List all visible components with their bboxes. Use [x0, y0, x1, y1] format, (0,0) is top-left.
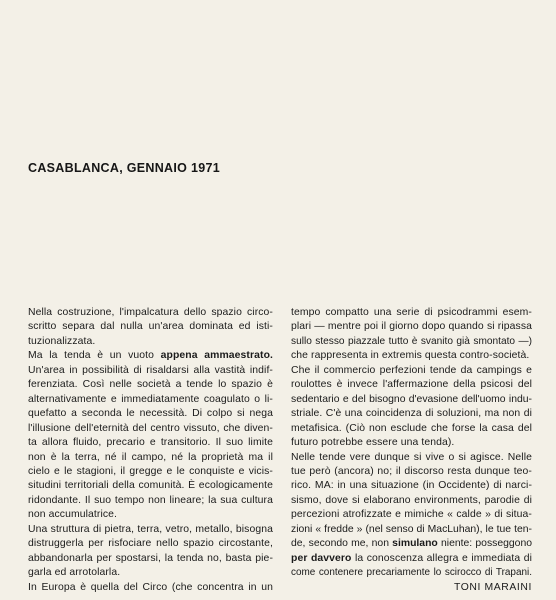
text-line — [28, 320, 273, 334]
text-segment: alternativamente e immediatamente coagulato o li- — [28, 393, 273, 405]
text-segment: non accumulatrice. — [28, 509, 118, 521]
text-line — [291, 378, 532, 392]
text-segment: distruggerla per risfociare nello spazio circostante, — [28, 538, 273, 550]
text-line — [291, 465, 532, 479]
text-segment: garla ed arrotolarla. — [28, 567, 121, 579]
text-segment: futuro potrebbe essere una tenda). — [291, 437, 455, 449]
text-segment: tuzionalizzata. — [28, 335, 96, 347]
text-line — [28, 566, 273, 580]
text-line — [291, 407, 532, 421]
bold-phrase: simulano — [392, 538, 438, 550]
text-segment: de, secondo me, non — [291, 538, 393, 550]
text-line — [291, 393, 532, 407]
text-line — [28, 364, 273, 378]
text-line — [28, 306, 273, 320]
text-line — [28, 494, 273, 508]
text-line — [28, 393, 273, 407]
text-line — [28, 508, 273, 522]
text-segment: cielo e le stagioni, il gregge e le conquiste e vicis- — [28, 465, 273, 477]
text-segment: l'illusione dell'eternità del centro vissuto, che diven- — [28, 422, 273, 434]
text-segment: non è la terra, né il campo, né la proprietà ma il — [28, 451, 273, 463]
text-segment: scritto separa dal nulla un'area dominata ed isti- — [28, 321, 273, 333]
text-line — [28, 523, 273, 537]
text-segment: Una struttura di pietra, terra, vetro, metallo, bisogna — [28, 523, 273, 535]
text-segment: zioni « fredde » (nel senso di MacLuhan), le tue ten- — [291, 523, 532, 535]
text-line — [291, 508, 532, 522]
text-segment: abbandonarla per spostarsi, la tenda no, basta pie- — [28, 552, 273, 564]
text-segment: metafisica. (Ciò non esclude che forse la casa del — [291, 422, 532, 434]
text-segment: rico. MA: in una situazione (in Occidente) di narci- — [291, 480, 532, 492]
text-segment: quefatto a seconda le necessità. Di colpo si nega — [28, 408, 273, 420]
text-line — [28, 349, 273, 363]
text-line — [291, 494, 532, 508]
author-signature: TONI MARAINI — [453, 581, 532, 593]
text-line — [291, 364, 532, 378]
text-line — [291, 335, 532, 349]
text-segment: Ma la tenda è un vuoto — [28, 350, 161, 362]
text-line — [28, 465, 273, 479]
text-line — [28, 407, 273, 421]
text-line — [28, 479, 273, 493]
text-line — [291, 451, 532, 465]
text-segment: tempo compatto una serie di psicodrammi esem- — [291, 307, 532, 318]
text-line — [28, 552, 273, 566]
text-line — [28, 422, 273, 436]
text-line — [291, 552, 532, 566]
text-line — [28, 335, 273, 349]
text-segment: roulottes è invece l'affermazione della psicosi del — [291, 379, 532, 391]
page-heading: CASABLANCA, GENNAIO 1971 — [28, 161, 220, 175]
text-segment: la conoscenza allegra e immediata di — [351, 552, 532, 564]
text-segment: ta allora fluido, precario e transitorio. Il suo limite — [28, 437, 273, 449]
text-segment: sedentario e del bisogno d'evasione dell'uomo indu- — [291, 393, 532, 405]
text-line — [28, 581, 273, 595]
text-segment: plari — mentre poi il giorno dopo quando si ripassa — [291, 321, 532, 333]
bold-phrase: appena ammaestrato. — [160, 350, 273, 362]
text-segment: percezioni atrofizzate e mimiche « calde » di situa- — [291, 509, 532, 521]
text-line — [28, 537, 273, 551]
text-line — [291, 479, 532, 493]
text-line — [28, 436, 273, 450]
text-line — [291, 436, 532, 450]
text-segment: Nelle tende vere dunque si vive o si agisce. Nelle — [291, 451, 532, 463]
text-line — [291, 566, 532, 580]
text-segment: ridondante. Il suo tempo non lineare; la sua cultura — [28, 494, 273, 506]
text-segment: striale. C'è una coincidenza di soluzioni, ma non di — [291, 408, 532, 420]
text-segment: tue però (ancora) no; il discorso resta dunque teo- — [291, 465, 532, 477]
text-line — [291, 320, 532, 334]
text-line — [291, 422, 532, 436]
text-segment: In Europa è quella del Circo (che concentra in un — [28, 581, 273, 593]
right-text-column — [291, 306, 532, 595]
text-segment: che rappresenta in extremis questa contro-società. — [291, 350, 530, 362]
text-segment: sullo stesso piazzale tutto è svanito già smontato —) — [291, 335, 532, 347]
text-line — [291, 306, 532, 320]
text-segment: Che il commercio perfezioni tende da campings e — [291, 364, 532, 376]
text-segment: come contenere precariamente lo scirocco di Trapani. — [291, 567, 532, 579]
text-segment: ferenziata. Così nelle società a tende lo spazio è — [28, 379, 273, 391]
text-segment: niente: posseggono — [437, 538, 533, 550]
text-line — [291, 349, 532, 363]
text-line — [291, 523, 532, 537]
text-segment: Nella costruzione, l'impalcatura dello spazio circo- — [28, 307, 273, 318]
text-segment: Un'area in possibilità di risaldarsi alla vastità indif- — [28, 364, 273, 376]
text-segment: sismo, dove si elaborano environments, parodie di — [291, 494, 532, 506]
left-text-column — [28, 306, 273, 595]
text-segment: situdini territoriali della comunità. È ecologicamente — [28, 480, 273, 492]
text-line — [28, 378, 273, 392]
text-line — [28, 451, 273, 465]
bold-phrase: per davvero — [291, 552, 352, 564]
text-line — [291, 537, 532, 551]
